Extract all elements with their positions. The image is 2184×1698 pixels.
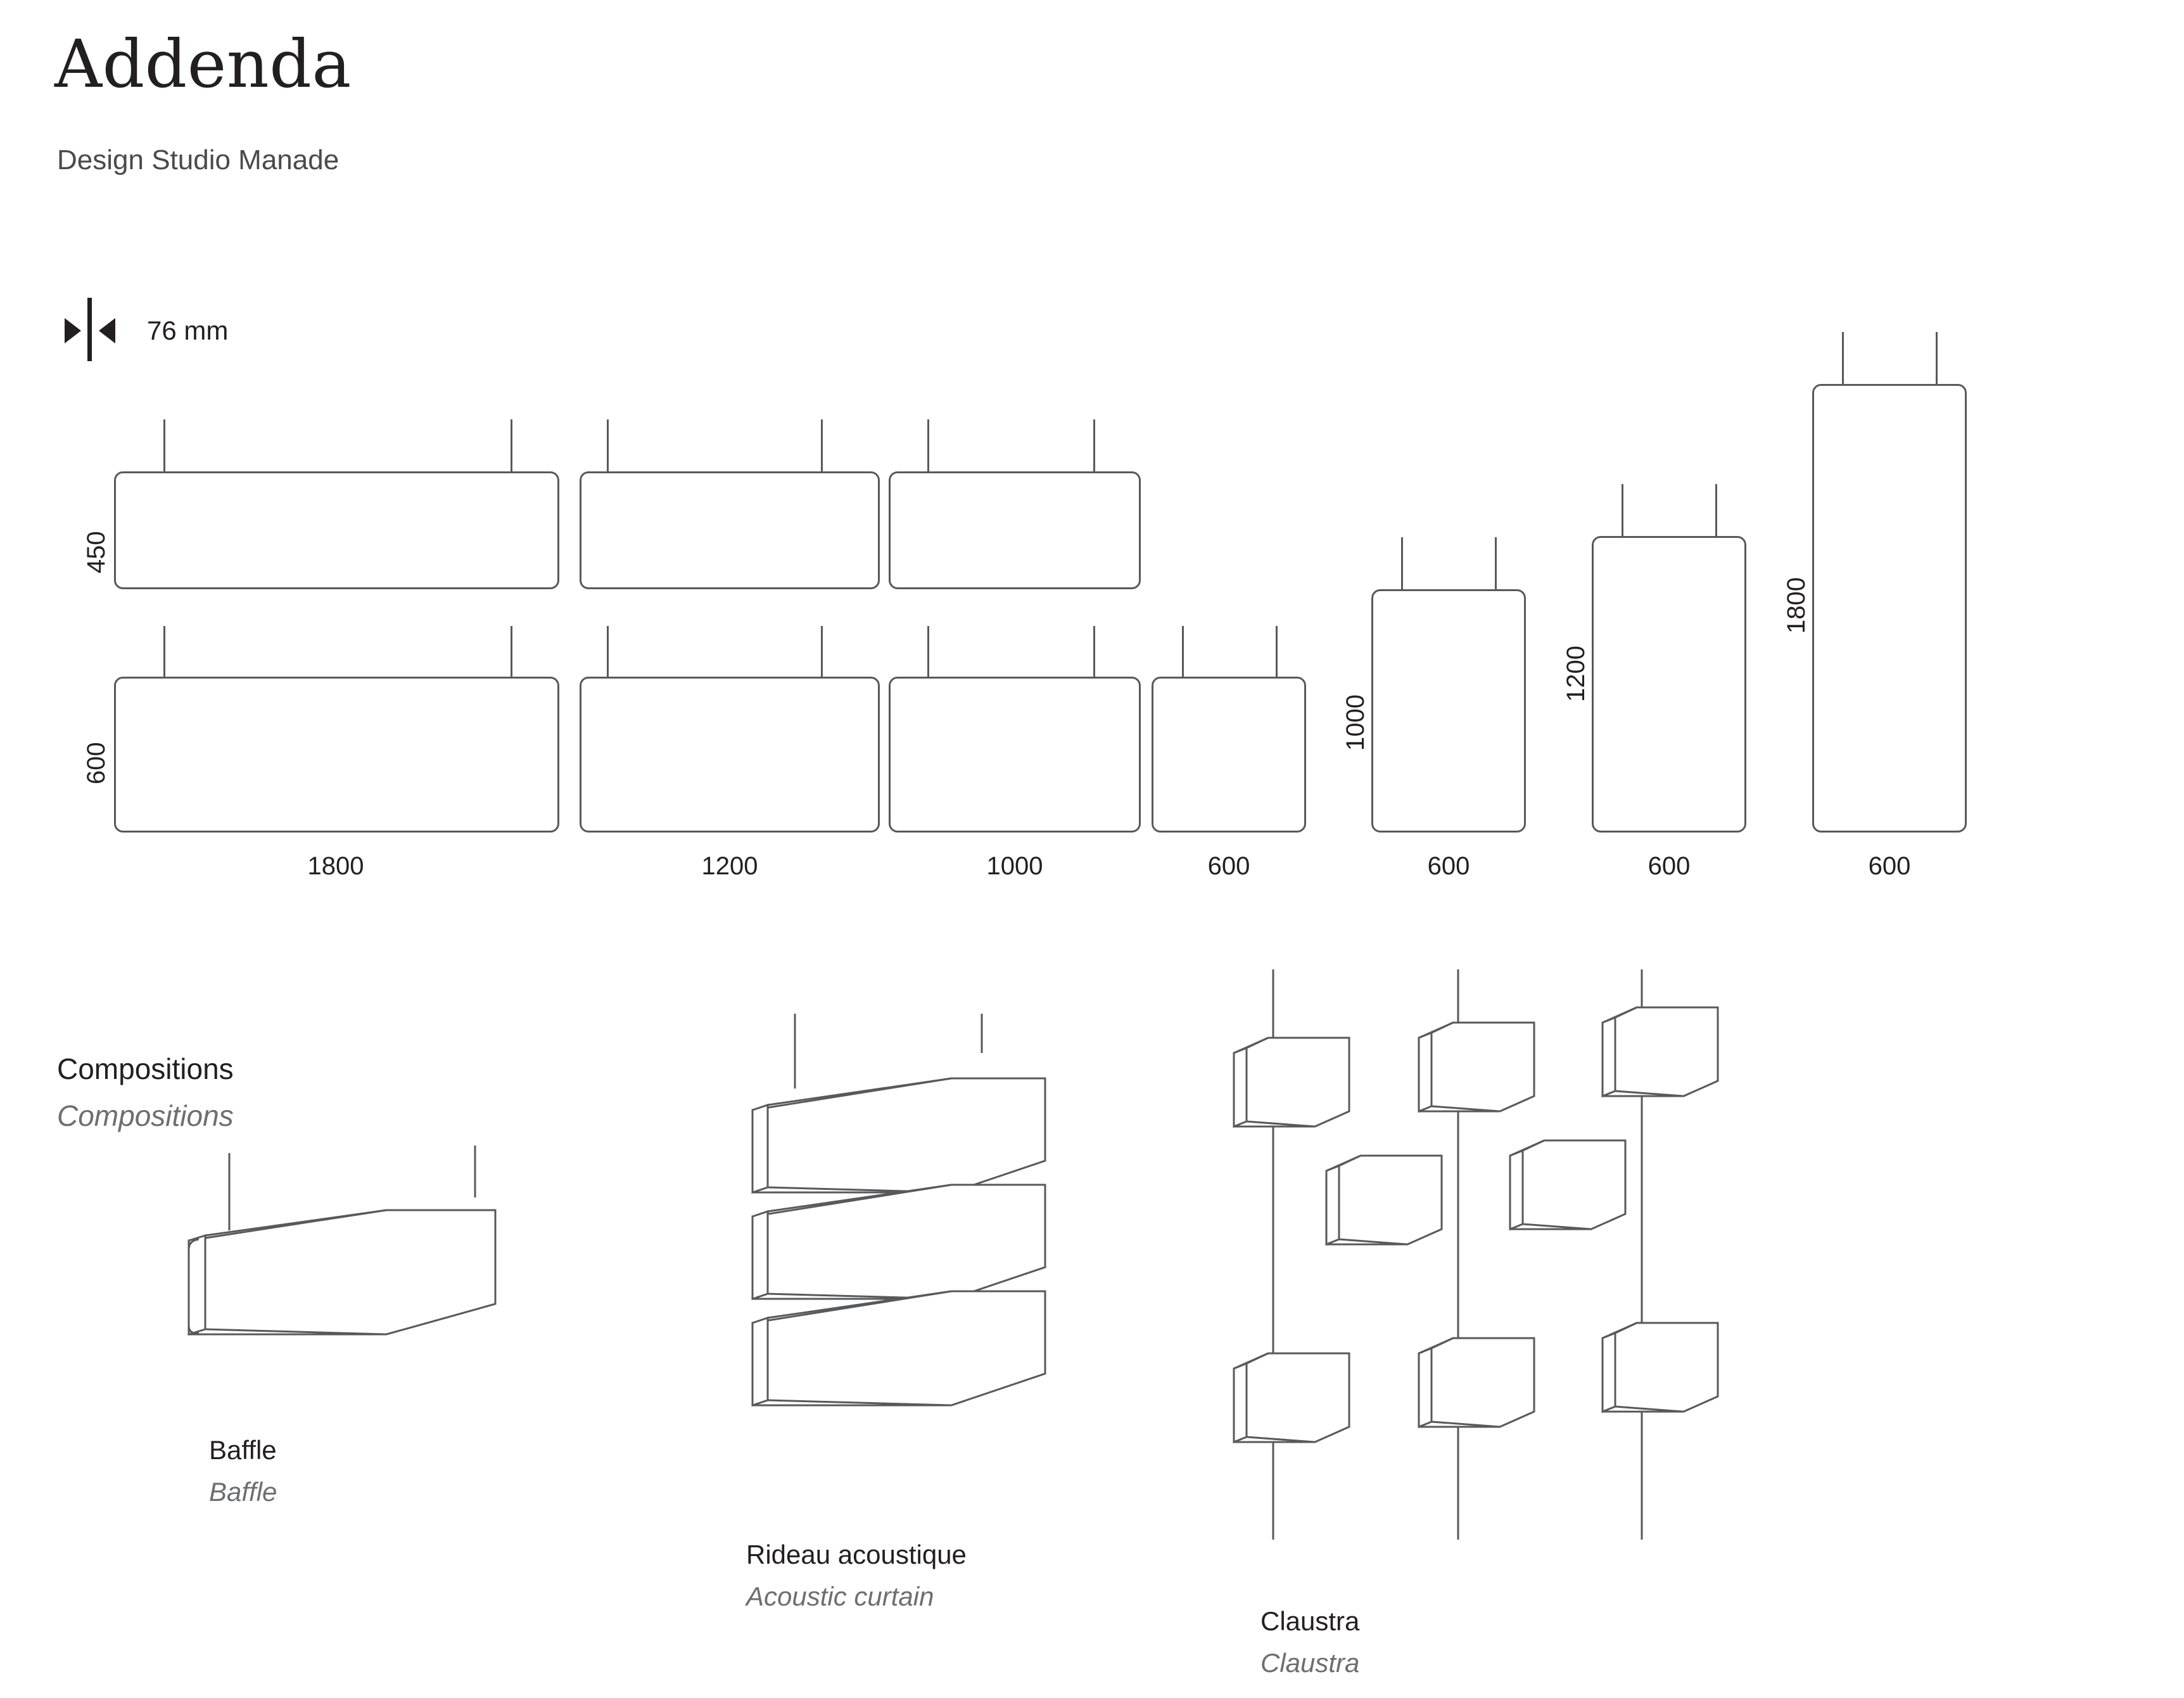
panel-1200x450: [580, 471, 880, 589]
thickness-label: 76 mm: [147, 316, 229, 345]
hanger-stem: [163, 626, 165, 677]
hanger-stem: [607, 626, 609, 677]
hanger-stem: [1093, 626, 1095, 677]
caption-claustra-fr: Claustra: [1260, 1606, 1360, 1636]
hanger-stem: [927, 419, 929, 471]
panel-1200x600: [580, 677, 880, 833]
caption-baffle: [209, 1435, 277, 1507]
hanger-stem: [163, 419, 165, 471]
panel-600x1800: [1812, 384, 1967, 833]
caption-acoustic-curtain-fr: Rideau acoustique: [746, 1540, 967, 1569]
dim-height-1200: 1200: [1562, 646, 1590, 702]
panel-1000x450: [889, 471, 1141, 589]
dim-width-600-b: 600: [1427, 852, 1470, 880]
panel-1800x600: [114, 677, 559, 833]
caption-acoustic-curtain: [746, 1540, 967, 1612]
caption-baffle-fr: Baffle: [209, 1435, 277, 1465]
hanger-stem: [1276, 626, 1278, 677]
hanger-stem: [511, 419, 512, 471]
composition-claustra-illustration: [1222, 969, 1761, 1609]
dim-width-600-d: 600: [1868, 852, 1911, 880]
panel-1000x600: [889, 677, 1141, 833]
compositions-heading-fr: Compositions: [57, 1052, 234, 1085]
compositions-heading: [57, 1052, 234, 1133]
dim-width-600-c: 600: [1648, 852, 1691, 880]
compositions-heading-en: Compositions: [57, 1099, 234, 1132]
hanger-stem: [1715, 484, 1717, 536]
dim-width-1000: 1000: [986, 852, 1043, 880]
hanger-stem: [1936, 332, 1938, 384]
hanger-stem: [1182, 626, 1184, 677]
dim-height-1000: 1000: [1342, 694, 1369, 751]
dim-width-600-a: 600: [1207, 852, 1250, 880]
caption-baffle-en: Baffle: [209, 1477, 277, 1507]
hanger-stem: [1495, 537, 1497, 589]
caption-acoustic-curtain-en: Acoustic curtain: [746, 1581, 934, 1611]
hanger-stem: [1093, 419, 1095, 471]
hanger-stem: [607, 419, 609, 471]
hanger-stem: [1401, 537, 1403, 589]
dim-width-1800: 1800: [307, 852, 364, 880]
hanger-stem: [927, 626, 929, 677]
panel-1800x450: [114, 471, 559, 589]
panel-600x1200: [1592, 536, 1746, 833]
hanger-stem: [1622, 484, 1623, 536]
hanger-stem: [821, 626, 823, 677]
dim-height-1800: 1800: [1782, 577, 1810, 634]
caption-claustra-en: Claustra: [1260, 1648, 1360, 1678]
caption-claustra: [1260, 1606, 1359, 1678]
designer-credit: Design Studio Manade: [57, 144, 340, 176]
hanger-stem: [1842, 332, 1844, 384]
dim-height-600: 600: [82, 742, 110, 784]
page-title: Addenda: [54, 25, 352, 103]
hanger-stem: [821, 419, 823, 471]
panel-600x1000: [1371, 589, 1526, 833]
dim-width-1200: 1200: [701, 852, 758, 880]
dim-height-450: 450: [82, 531, 110, 573]
hanger-stem: [511, 626, 512, 677]
composition-acoustic-curtain-illustration: [728, 1014, 1121, 1571]
panel-600x600: [1152, 677, 1306, 833]
